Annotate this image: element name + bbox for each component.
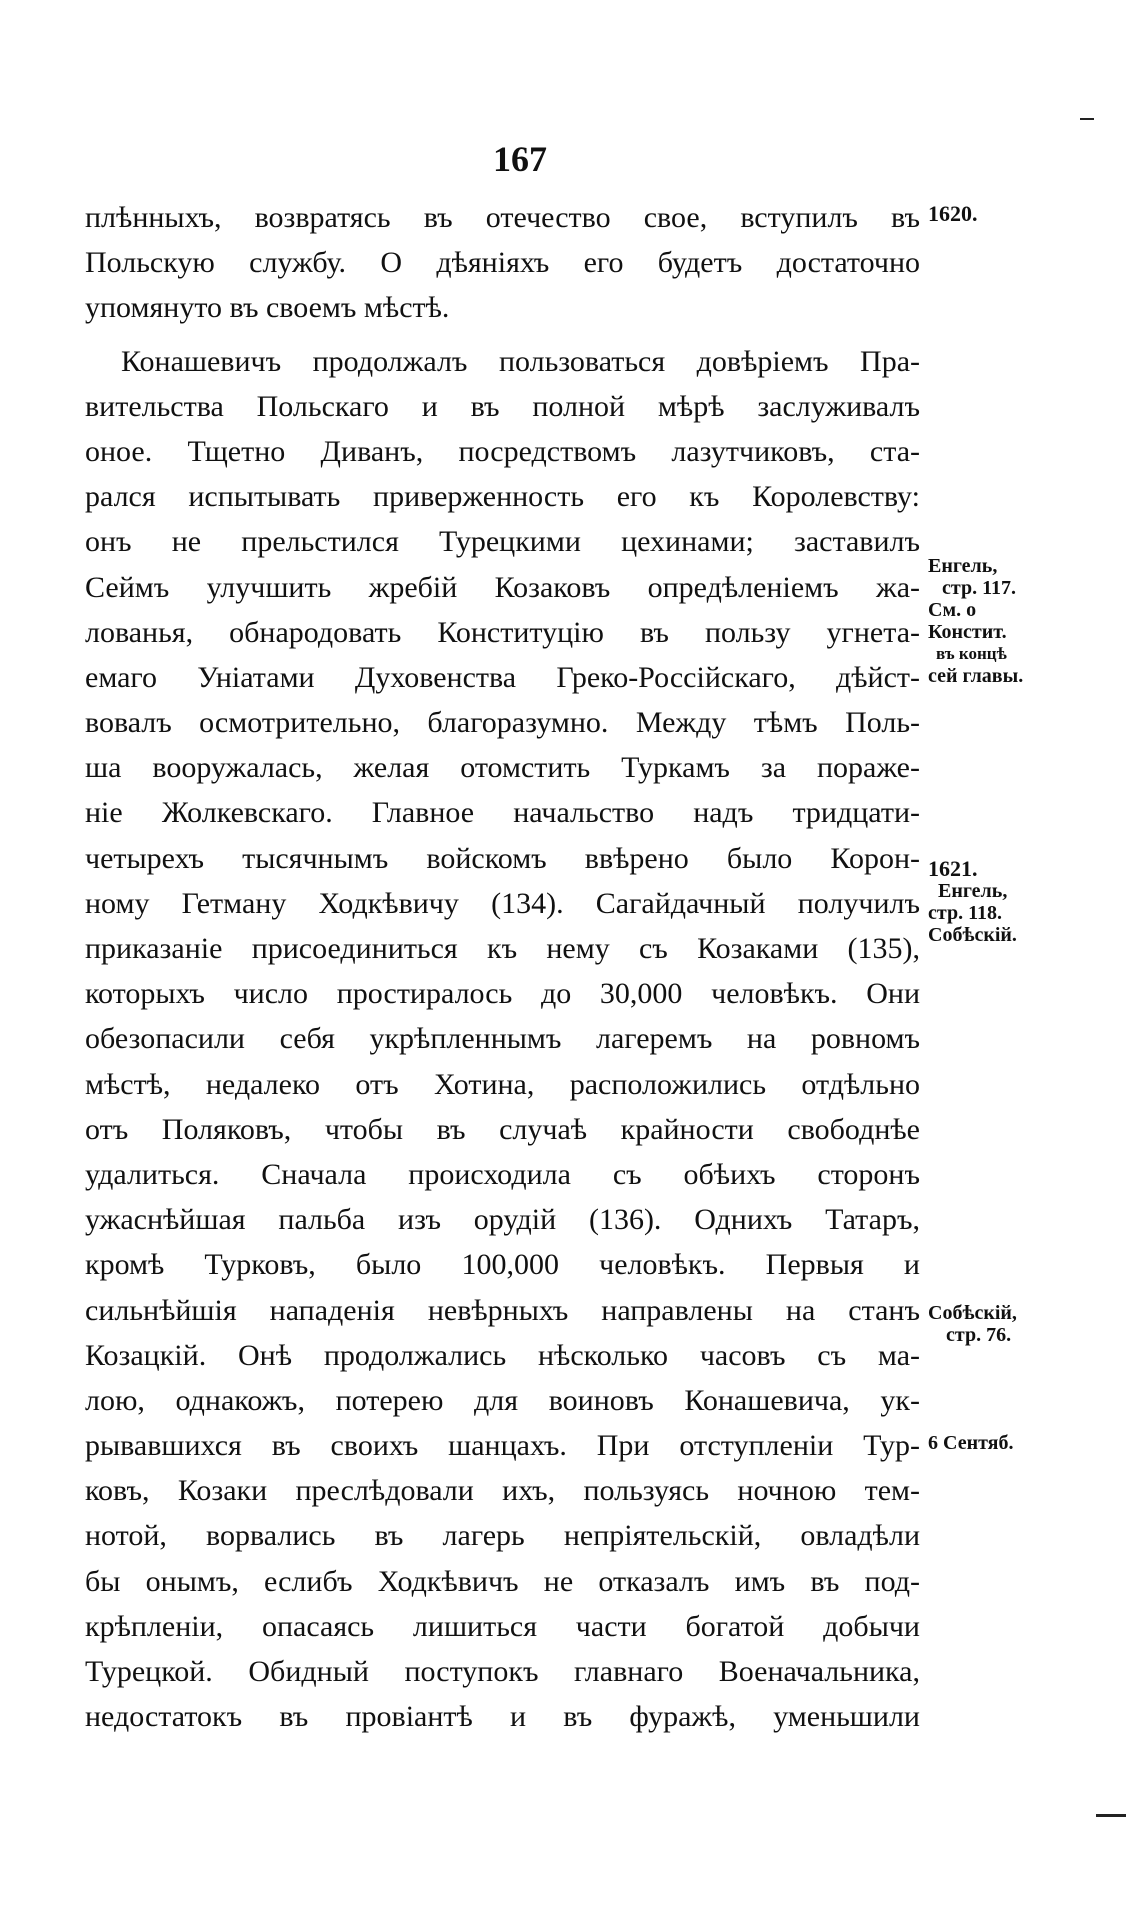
paragraph-2 (85, 339, 920, 1785)
text-line: упомянуто въ своемъ мѣстѣ. (85, 291, 450, 325)
text-line: рывавшихся въ своихъ шанцахъ. При отступленіи Тур- (85, 1429, 920, 1463)
text-line: крѣпленіи, опасаясь лишиться части богатой добычи (85, 1609, 920, 1643)
margin-note-line: Енгель, (928, 555, 998, 577)
text-line: недостатокъ въ провіантѣ и въ фуражѣ, уменьшили (85, 1700, 920, 1734)
margin-note-line: См. о (928, 599, 977, 621)
text-line: мѣстѣ, недалеко отъ Хотина, расположились отдѣльно (85, 1067, 920, 1101)
text-line: лованья, обнародовать Конституцію въ пользу угнета- (85, 615, 920, 649)
margin-note-line: сей главы. (928, 665, 1024, 687)
text-line: Сеймъ улучшить жребій Козаковъ опредѣленіемъ жа- (85, 570, 920, 604)
text-line: отъ Поляковъ, чтобы въ случаѣ крайности свободнѣе (85, 1112, 920, 1146)
text-line: которыхъ число простиралось до 30,000 человѣкъ. Они (85, 977, 920, 1011)
text-line: онъ не прельстился Турецкими цехинами; заставилъ (85, 525, 920, 559)
text-line: вительства Польскаго и въ полной мѣрѣ заслуживалъ (85, 389, 920, 423)
text-line: обезопасили себя укрѣпленнымъ лагеремъ на ровномъ (85, 1022, 920, 1056)
text-line: оное. Тщетно Диванъ, посредствомъ лазутчиковъ, ста- (85, 434, 920, 468)
text-line: Конашевичъ продолжалъ пользоваться довѣріемъ Пра- (121, 344, 920, 378)
margin-note-date (928, 1432, 1058, 1454)
margin-note-line: Собѣскій, (928, 1302, 1017, 1324)
text-line: лою, однакожъ, потерею для воиновъ Конашевича, ук- (85, 1383, 920, 1417)
scan-edge-mark-top (1080, 118, 1094, 120)
text-line: ужаснѣйшая пальба изъ орудій (136). Однихъ Татаръ, (85, 1203, 920, 1237)
text-line: сильнѣйшія нападенія невѣрныхъ направлены на станъ (85, 1293, 920, 1327)
margin-note-sobieski-76 (928, 1302, 1058, 1346)
margin-note-year-1620 (928, 203, 1058, 225)
text-line: ніе Жолкевскаго. Главное начальство надъ тридцати- (85, 796, 920, 830)
text-line: ному Гетману Ходкѣвичу (134). Сагайдачный получилъ (85, 886, 920, 920)
page-number: 167 (493, 139, 547, 179)
margin-note-line: стр. 118. (928, 902, 1002, 924)
text-line: удалиться. Сначала происходила съ обѣихъ сторонъ (85, 1157, 920, 1191)
margin-note-line: 6 Сентяб. (928, 1432, 1014, 1454)
text-line: приказаніе присоединиться къ нему съ Козаками (135), (85, 932, 920, 965)
margin-note-year-1621 (928, 858, 1058, 946)
text-line: ша вооружалась, желая отомстить Туркамъ за пораже- (85, 751, 920, 785)
scan-edge-mark-bottom (1096, 1814, 1126, 1817)
margin-note-line: 1621. (928, 856, 978, 881)
margin-note-line: стр. 76. (946, 1324, 1012, 1346)
text-line: емаго Уніатами Духовенства Греко-Россійскаго, дѣйст- (85, 660, 920, 694)
margin-note-line: Констит. (928, 621, 1007, 643)
text-line: Турецкой. Обидный поступокъ главнаго Военачальника, (85, 1655, 920, 1688)
text-line: четырехъ тысячнымъ войскомъ ввѣрено было Корон- (85, 841, 920, 875)
margin-note-line: стр. 117. (942, 577, 1016, 599)
text-line: вовалъ осмотрительно, благоразумно. Между тѣмъ Поль- (85, 706, 920, 740)
text-line: бы онымъ, еслибъ Ходкѣвичъ не отказалъ имъ въ под- (85, 1564, 920, 1598)
text-line: Польскую службу. О дѣяніяхъ его будетъ достаточно (85, 246, 920, 280)
body-text (85, 195, 920, 1785)
text-line: рался испытывать приверженность его къ Королевству: (85, 480, 920, 514)
text-line: ковъ, Козаки преслѣдовали ихъ, пользуясь ночною тем- (85, 1474, 920, 1508)
margin-note-line: Енгель, (938, 880, 1008, 902)
text-line: кромѣ Турковъ, было 100,000 человѣкъ. Первыя и (85, 1248, 920, 1282)
paragraph-1 (85, 195, 920, 331)
margin-note-line: 1620. (928, 201, 978, 226)
text-line: плѣнныхъ, возвратясь въ отечество свое, вступилъ въ (85, 201, 920, 234)
margin-note-line: въ концѣ (936, 644, 1007, 663)
margin-note-engel-117 (928, 555, 1058, 687)
text-line: нотой, ворвались въ лагерь непріятельскій, овладѣли (85, 1519, 920, 1553)
margin-note-line: Собѣскій. (928, 924, 1017, 946)
text-line: Козацкій. Онѣ продолжались нѣсколько часовъ съ ма- (85, 1338, 920, 1372)
text-line (85, 1739, 920, 1784)
